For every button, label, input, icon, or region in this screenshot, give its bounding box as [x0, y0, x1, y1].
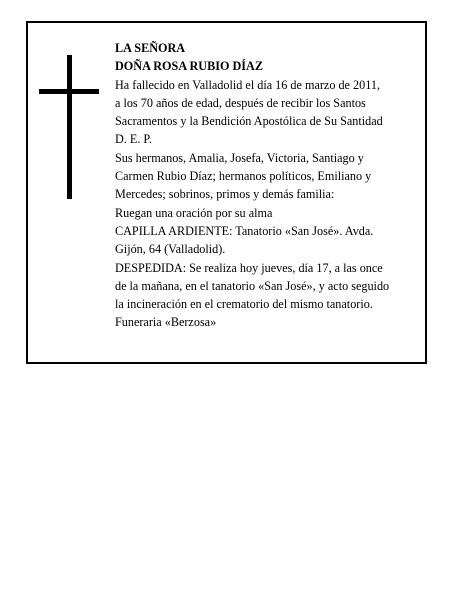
- notice-title: LA SEÑORA: [115, 41, 186, 55]
- deceased-name: DOÑA ROSA RUBIO DÍAZ: [115, 59, 263, 74]
- notice-line-11: DESPEDIDA: Se realiza hoy jueves, día 17, a las once: [115, 260, 383, 275]
- notice-line-9: CAPILLA ARDIENTE: Tanatorio «San José». Avda.: [115, 223, 374, 238]
- notice-line-12: de la mañana, en el tanatorio «San José», y acto seguido: [115, 278, 390, 293]
- notice-line-8: Ruegan una oración por su alma: [115, 205, 273, 220]
- cross-horizontal-bar: [39, 89, 99, 94]
- notice-line-13: la incineración en el crematorio del mismo tanatorio.: [115, 297, 373, 312]
- notice-line-10: Gijón, 64 (Valladolid).: [115, 242, 226, 257]
- latin-cross-icon: [39, 55, 99, 199]
- notice-line-6: Carmen Rubio Díaz; hermanos políticos, Emiliano y: [115, 169, 372, 184]
- notice-line-1: Ha fallecido en Valladolid el día 16 de marzo de 2011,: [115, 77, 380, 92]
- cross-vertical-bar: [67, 55, 72, 199]
- notice-line-2: a los 70 años de edad, después de recibir los Santos: [115, 95, 366, 110]
- notice-line-3: Sacramentos y la Bendición Apostólica de Su Santidad: [115, 114, 383, 129]
- notice-line-4: D. E. P.: [115, 132, 152, 147]
- notice-line-7: Mercedes; sobrinos, primos y demás familia:: [115, 187, 335, 202]
- notice-line-14: Funeraria «Berzosa»: [115, 315, 217, 330]
- notice-text: [115, 39, 427, 332]
- obituary-notice: [26, 21, 427, 364]
- notice-line-5: Sus hermanos, Amalia, Josefa, Victoria, Santiago y: [115, 150, 364, 165]
